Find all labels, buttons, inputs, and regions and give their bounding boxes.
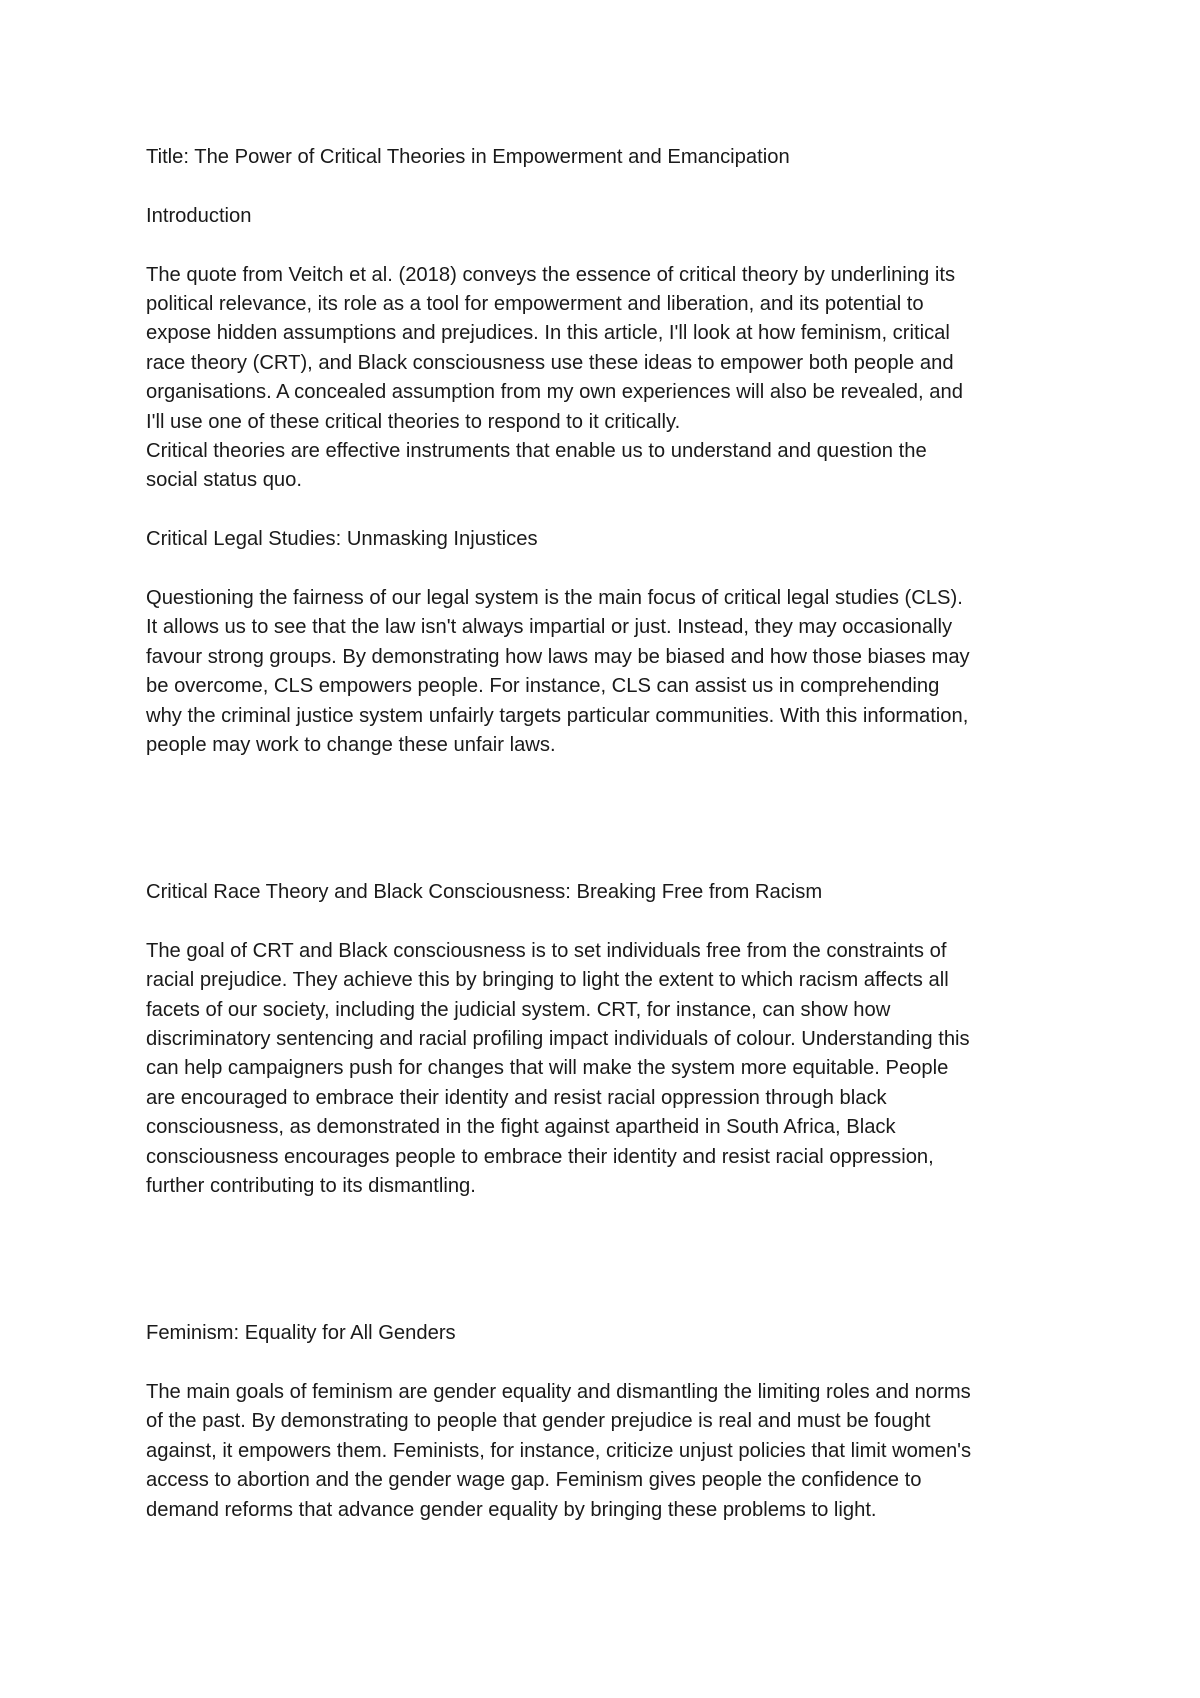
paragraph-line: The goal of CRT and Black consciousness is to set individuals free from the constraints of xyxy=(146,939,947,962)
paragraph-line: race theory (CRT), and Black consciousness use these ideas to empower both people and xyxy=(146,351,954,374)
section-heading-critical-race-theory: Critical Race Theory and Black Consciousness: Breaking Free from Racism xyxy=(146,881,823,904)
cls-paragraph xyxy=(146,584,1076,760)
paragraph-line: political relevance, its role as a tool for empowerment and liberation, and its potential to xyxy=(146,293,924,315)
paragraph-line: favour strong groups. By demonstrating how laws may be biased and how those biases may xyxy=(146,645,970,668)
paragraph-line: social status quo. xyxy=(146,469,302,492)
paragraph-line: The main goals of feminism are gender equality and dismantling the limiting roles and norms xyxy=(146,1380,971,1403)
crt-paragraph xyxy=(146,937,1076,1202)
paragraph-line: facets of our society, including the judicial system. CRT, for instance, can show how xyxy=(146,998,891,1021)
paragraph-line: why the criminal justice system unfairly targets particular communities. With this information, xyxy=(146,704,969,727)
paragraph-line: discriminatory sentencing and racial profiling impact individuals of colour. Understanding this xyxy=(146,1028,970,1051)
paragraph-line: of the past. By demonstrating to people that gender prejudice is real and must be fought xyxy=(146,1410,931,1433)
paragraph-line: demand reforms that advance gender equality by bringing these problems to light. xyxy=(146,1498,877,1521)
paragraph-line: organisations. A concealed assumption from my own experiences will also be revealed, and xyxy=(146,381,963,404)
paragraph-line: expose hidden assumptions and prejudices. In this article, I'll look at how feminism, critical xyxy=(146,322,950,345)
feminism-paragraph xyxy=(146,1378,1076,1525)
paragraph-line: I'll use one of these critical theories to respond to it critically. xyxy=(146,410,681,433)
paragraph-line: consciousness, as demonstrated in the fight against apartheid in South Africa, Black xyxy=(146,1116,896,1139)
paragraph-line: further contributing to its dismantling. xyxy=(146,1175,476,1198)
document-title: Title: The Power of Critical Theories in Empowerment and Emancipation xyxy=(146,146,790,168)
paragraph-line: access to abortion and the gender wage gap. Feminism gives people the confidence to xyxy=(146,1469,922,1492)
paragraph-line: Critical theories are effective instruments that enable us to understand and question the xyxy=(146,440,927,463)
section-heading-introduction: Introduction xyxy=(146,204,252,227)
intro-paragraph-1 xyxy=(146,261,1076,437)
paragraph-line: be overcome, CLS empowers people. For instance, CLS can assist us in comprehending xyxy=(146,675,940,698)
paragraph-line: against, it empowers them. Feminists, for instance, criticize unjust policies that limit women's xyxy=(146,1439,972,1462)
paragraph-line: Questioning the fairness of our legal system is the main focus of critical legal studies (CLS). xyxy=(146,587,963,610)
paragraph-line: The quote from Veitch et al. (2018) conveys the essence of critical theory by underlining its xyxy=(146,263,956,286)
paragraph-line: are encouraged to embrace their identity and resist racial oppression through black xyxy=(146,1086,887,1109)
section-heading-critical-legal-studies: Critical Legal Studies: Unmasking Injustices xyxy=(146,528,538,551)
paragraph-line: racial prejudice. They achieve this by bringing to light the extent to which racism affects all xyxy=(146,969,949,992)
paragraph-line: It allows us to see that the law isn't always impartial or just. Instead, they may occasionally xyxy=(146,616,953,639)
section-heading-feminism: Feminism: Equality for All Genders xyxy=(146,1322,456,1345)
paragraph-line: can help campaigners push for changes that will make the system more equitable. People xyxy=(146,1057,949,1080)
paragraph-line: people may work to change these unfair laws. xyxy=(146,734,556,757)
document-page xyxy=(146,143,1076,1525)
intro-paragraph-2 xyxy=(146,437,1076,496)
paragraph-line: consciousness encourages people to embrace their identity and resist racial oppression, xyxy=(146,1145,934,1168)
